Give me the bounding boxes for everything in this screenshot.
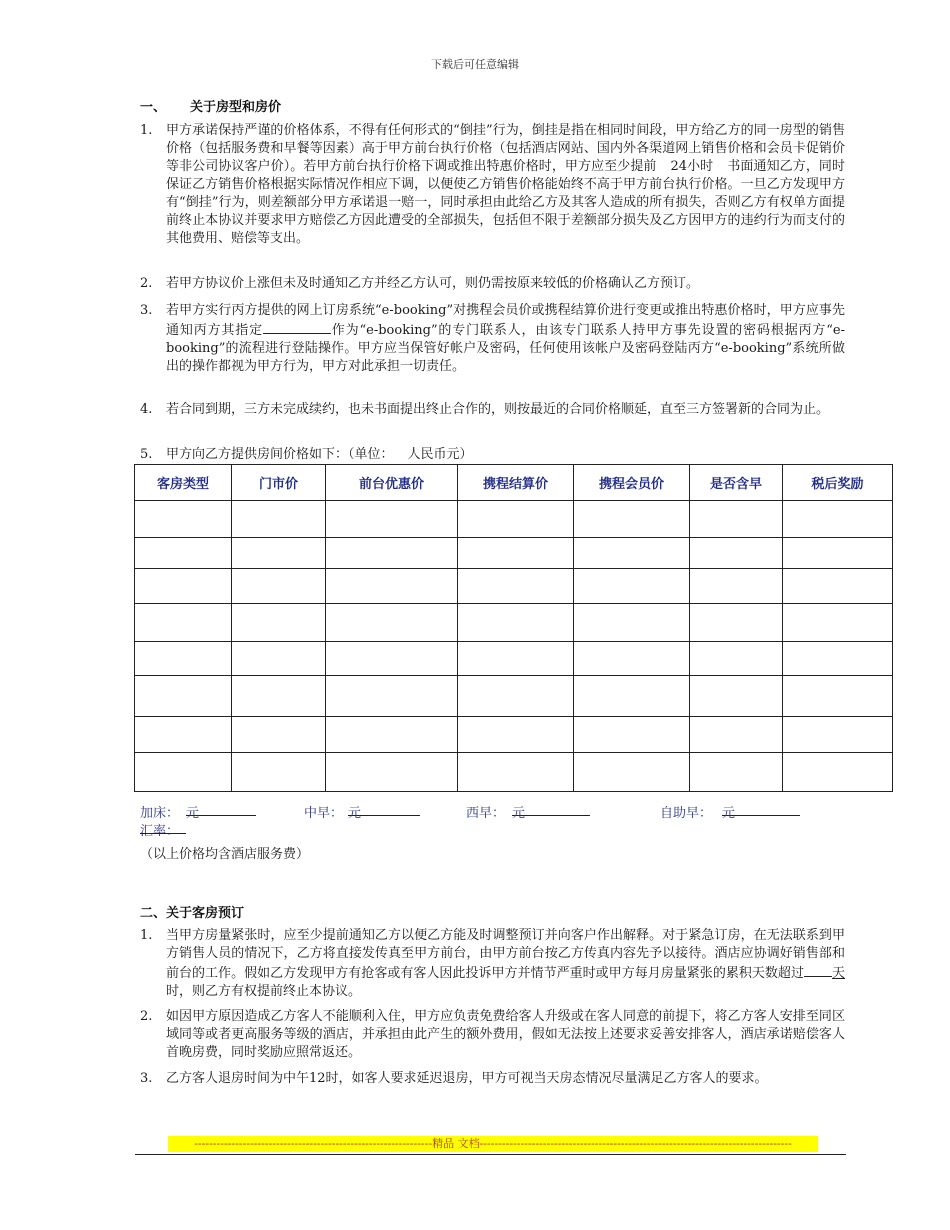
extra-bed-label: 加床：	[140, 806, 180, 821]
table-cell	[574, 753, 690, 792]
clause-text-cont: 作为“e-booking”的专门联系人，由该专门联系人持甲方事先设置的密码根据丙方“e-booking”的流程进行登陆操作。甲方应当保管好帐户及密码，任何使用该帐户及密码登陆丙方“e-booking”系统所做出的操作都视为甲方行为，甲方对此承担一切责任。	[166, 323, 845, 374]
table-cell	[135, 642, 232, 676]
lunch-label: 中早：	[304, 806, 344, 821]
table-cell	[135, 604, 232, 642]
table-cell	[574, 676, 690, 717]
table-row	[135, 569, 893, 604]
table-cell	[326, 642, 458, 676]
clause-1-1	[140, 122, 845, 248]
clause-hours: 24小时	[670, 159, 714, 174]
table-cell	[458, 717, 574, 753]
table-cell	[690, 569, 783, 604]
clause-1-5	[140, 446, 845, 464]
table-cell	[232, 717, 326, 753]
col-header-settlement-rate: 携程结算价	[458, 465, 574, 501]
days-blank	[804, 963, 832, 977]
clause-1-3	[140, 302, 845, 376]
table-cell	[135, 753, 232, 792]
table-cell	[232, 538, 326, 569]
table-cell	[135, 538, 232, 569]
table-row	[135, 717, 893, 753]
clause-number: 3.	[140, 1071, 153, 1086]
table-cell	[458, 604, 574, 642]
table-row	[135, 642, 893, 676]
footer-dashes-right: ------------------------------------------------------------------------------------	[479, 1137, 792, 1150]
rate-label: 汇率：	[140, 824, 180, 839]
table-cell	[135, 569, 232, 604]
clause-2-1	[140, 927, 845, 1001]
table-cell	[783, 604, 893, 642]
table-cell	[232, 676, 326, 717]
table-row	[135, 501, 893, 538]
clause-number: 1.	[140, 123, 153, 138]
table-cell	[458, 676, 574, 717]
table-cell	[232, 501, 326, 538]
footer-banner	[168, 1136, 818, 1152]
clause-number: 1.	[140, 928, 153, 943]
table-cell	[326, 501, 458, 538]
price-table	[134, 464, 893, 792]
yuan-unit: 元	[348, 806, 362, 821]
yuan-unit: 元	[186, 806, 200, 821]
clause-number: 3.	[140, 303, 153, 318]
section-2-title: 二、关于客房预订	[140, 906, 245, 921]
western-label: 西早：	[466, 806, 506, 821]
table-row	[135, 604, 893, 642]
table-cell	[326, 753, 458, 792]
clause-text: 如因甲方原因造成乙方客人不能顺利入住，甲方应负责免费给客人升级或在客人同意的前提下，将乙方客人安排至同区域同等或者更高服务等级的酒店，并承担由此产生的额外费用，假如无法按上述要求妥善安排客人，酒店承诺赔偿客人首晚房费，同时奖励应照常返还。	[166, 1009, 845, 1060]
table-cell	[783, 717, 893, 753]
table-header-row	[135, 465, 893, 501]
col-header-front-desk-rate: 前台优惠价	[326, 465, 458, 501]
table-cell	[783, 753, 893, 792]
table-cell	[690, 642, 783, 676]
clause-1-2	[140, 275, 845, 293]
clause-2-3	[140, 1070, 845, 1088]
table-cell	[232, 642, 326, 676]
table-cell	[232, 604, 326, 642]
table-cell	[574, 717, 690, 753]
clause-1-4	[140, 401, 845, 419]
col-header-breakfast: 是否含早	[690, 465, 783, 501]
col-header-rack-rate: 门市价	[232, 465, 326, 501]
table-cell	[574, 642, 690, 676]
table-cell	[690, 501, 783, 538]
rate-blank	[140, 820, 186, 834]
section-1-title	[140, 96, 281, 115]
clause-text: 若甲方协议价上涨但未及时通知乙方并经乙方认可，则仍需按原来较低的价格确认乙方预订。	[166, 276, 700, 291]
table-cell	[783, 569, 893, 604]
table-cell	[326, 538, 458, 569]
yuan-unit: 元	[512, 806, 526, 821]
price-note-text: （以上价格均含酒店服务费）	[140, 847, 310, 862]
table-cell	[135, 501, 232, 538]
table-cell	[574, 501, 690, 538]
col-header-room-type: 客房类型	[135, 465, 232, 501]
table-row	[135, 538, 893, 569]
table-cell	[690, 753, 783, 792]
footer-rule	[135, 1154, 846, 1155]
yuan-unit: 元	[722, 806, 736, 821]
table-cell	[135, 676, 232, 717]
price-note	[140, 846, 845, 864]
table-cell	[690, 538, 783, 569]
clause-number: 4.	[140, 402, 153, 417]
table-cell	[232, 753, 326, 792]
clause-text: 当甲方房量紧张时，应至少提前通知乙方以便乙方能及时调整预订并向客户作出解释。对于紧急订房，在无法联系到甲方销售人员的情况下，乙方将直接发传真至甲方前台，由甲方前台按乙方传真内容先予以接待。酒店应协调好销售部和前台的工作。假如乙方发现甲方有抢客或有客人因此投诉甲方并情节严重时或甲方每月房量紧张的累积天数超过	[166, 928, 845, 981]
table-cell	[783, 501, 893, 538]
footer-dashes-left: ----------------------------------------------------------------	[194, 1137, 433, 1150]
table-cell	[690, 604, 783, 642]
col-header-reward: 税后奖励	[783, 465, 893, 501]
table-cell	[232, 569, 326, 604]
clause-2-2	[140, 1008, 845, 1062]
table-cell	[326, 604, 458, 642]
contact-blank	[263, 320, 331, 334]
clause-text: 乙方客人退房时间为中午12时，如客人要求延迟退房，甲方可视当天房态情况尽量满足乙方客人的要求。	[166, 1071, 768, 1086]
table-cell	[135, 717, 232, 753]
clause-text: 甲方向乙方提供房间价格如下：（单位：	[166, 447, 394, 462]
footer-label: 精品 文档	[432, 1137, 480, 1150]
clause-text: 甲方承诺保持严谨的价格体系，不得有任何形式的“倒挂”行为，倒挂是指在相同时间段，甲方给乙方的同一房型的销售价格（包括服务费和早餐等因素）高于甲方前台执行价格（包括酒店网站、国内外各渠道网上销售价格和会员卡促销价等非公司协议客户价）。若甲方前台执行价格下调或推出特惠价格时，甲方应至少提前	[166, 123, 845, 174]
section-1-index: 一、	[140, 100, 167, 115]
table-cell	[458, 642, 574, 676]
clause-number: 5.	[140, 447, 153, 462]
clause-number: 2.	[140, 276, 153, 291]
header-note: 下载后可任意编辑	[431, 58, 519, 71]
table-cell	[326, 569, 458, 604]
buffet-label: 自助早：	[660, 806, 713, 821]
table-cell	[326, 676, 458, 717]
table-row	[135, 676, 893, 717]
clause-text-cont: 时，则乙方有权提前终止本协议。	[166, 984, 362, 999]
section-1-heading: 关于房型和房价	[190, 100, 282, 115]
table-cell	[783, 642, 893, 676]
table-cell	[574, 569, 690, 604]
clause-text: 若合同到期，三方未完成续约，也未书面提出终止合作的，则按最近的合同价格顺延，直至三方签署新的合同为止。	[166, 402, 830, 417]
table-cell	[783, 676, 893, 717]
table-cell	[783, 538, 893, 569]
table-cell	[458, 753, 574, 792]
table-cell	[690, 717, 783, 753]
col-header-member-rate: 携程会员价	[574, 465, 690, 501]
clause-text-cont: 书面通知乙方，同时保证乙方销售价格根据实际情况作相应下调，以便使乙方销售价格能始终不高于甲方前台执行价格。一旦乙方发现甲方有“倒挂”行为，则差额部分甲方承诺退一赔一，同时承担由此给乙方及其客人造成的所有损失，否则乙方有权单方面提前终止本协议并要求甲方赔偿乙方因此遭受的全部损失，包括但不限于差额部分损失及乙方因甲方的违约行为而支付的其他费用、赔偿等支出。	[166, 159, 845, 246]
clause-text: 若甲方实行丙方提供的网上订房系统“e-booking”对携程会员价或携程结算价进行变更或推出特惠价格时，甲方应事先通知丙方其指定	[166, 303, 845, 338]
table-row	[135, 753, 893, 792]
unit-text: 人民币元）	[407, 447, 473, 462]
table-cell	[574, 538, 690, 569]
clause-number: 2.	[140, 1009, 153, 1024]
table-cell	[326, 717, 458, 753]
table-cell	[574, 604, 690, 642]
table-cell	[458, 501, 574, 538]
days-unit: 天	[831, 966, 845, 981]
table-cell	[458, 538, 574, 569]
table-cell	[458, 569, 574, 604]
table-cell	[690, 676, 783, 717]
